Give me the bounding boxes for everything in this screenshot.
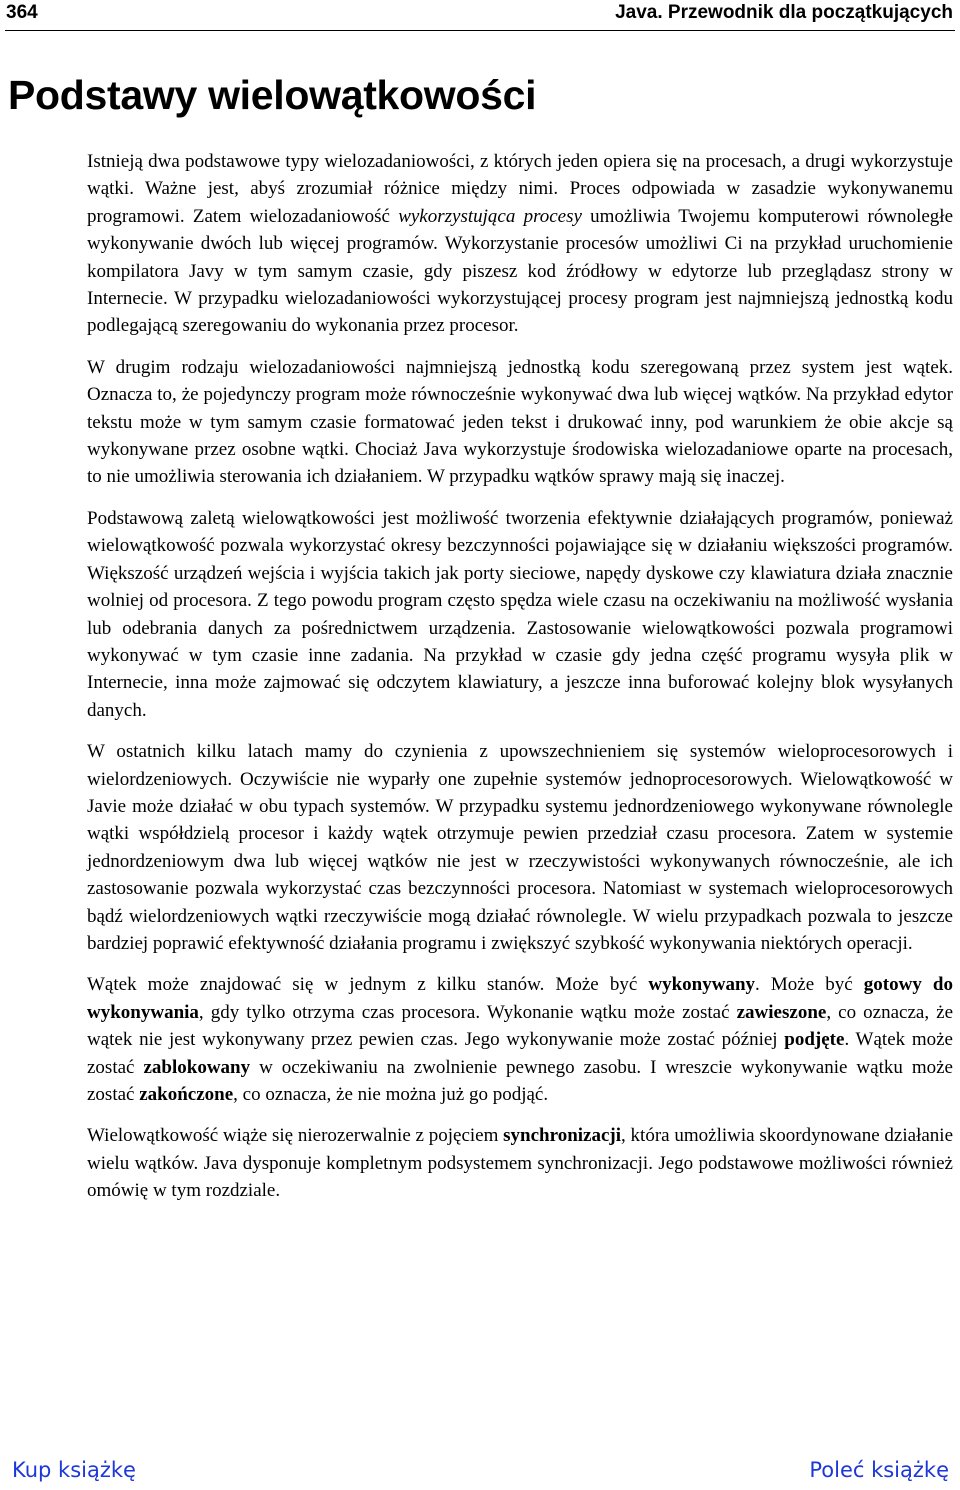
text-run: Wielowątkowość wiąże się nierozerwalnie z pojęciem (87, 1125, 504, 1147)
paragraph-threads: W drugim rodzaju wielozadaniowości najmniejszą jednostką kodu szeregowaną przez system jest wątek. Oznacza to, że pojedynczy program może równocześnie wykonywać dwa lub więcej wątków. Na przykład edytor tekstu może w tym samym czasie formatować jeden tekst i drukować inny, pod warunkiem że obie akcje są wykonywane przez osobne wątki. Chociaż Java wykorzystuje środowiska wielozadaniowe oparte na procesach, to nie umożliwia sterowania ich działaniem. W przypadku wątków sprawy mają się inaczej. (87, 356, 953, 488)
page-number: 364 (6, 2, 38, 23)
paragraph-advantages: Podstawową zaletą wielowątkowości jest możliwość tworzenia efektywnie działających programów, ponieważ wielowątkowość pozwala wykorzystać okresy bezczynności pojawiające się w działaniu większości programów. Większość urządzeń wejścia i wyjścia takich jak porty sieciowe, napędy dyskowe czy klawiatura działa znacznie wolniej od procesora. Z tego powodu program często spędza wiele czasu na oczekiwaniu na możliwość wysłania lub odebrania danych za pośrednictwem urządzenia. Zastosowanie wielowątkowości pozwala programowi wykonywać w tym czasie inne zadania. Na przykład w czasie gdy jedna część programu wysyła plik w Internecie, inna może zajmować się odczytem klawiatury, a jeszcze inna buforować kolejny blok wysyłanych danych. (87, 507, 953, 721)
text-run: , co oznacza, że wątek nie jest wykonywany przez pewien czas. Jego wykonywanie może zostać później (87, 1001, 954, 1051)
page-header (5, 0, 955, 31)
text-run: , co oznacza, że nie można już go podjąć. (233, 1084, 549, 1105)
bold-term: zawieszone (736, 1001, 827, 1023)
recommend-book-link[interactable]: Poleć książkę (809, 1458, 949, 1482)
text-run: , gdy tylko otrzyma czas procesora. Wykonanie wątku może zostać (198, 1001, 737, 1023)
text-run: Wątek może znajdować się w jednym z kilku stanów. Może być (87, 974, 649, 996)
paragraph-multicore: W ostatnich kilku latach mamy do czynienia z upowszechnieniem się systemów wieloprocesorowych i wielordzeniowych. Oczywiście nie wyparły one zupełnie systemów jednoprocesorowych. Wielowątkowość w Javie może działać w obu typach systemów. W przypadku systemu jednordzeniowego wykonywane równolegle wątki współdzielą procesor i każdy wątek otrzymuje pewien przedział czasu procesora. Zatem w systemie jednordzeniowym dwa lub więcej wątków nie jest w rzeczywistości wykonywanych równocześnie, ale ich zastosowanie pozwala wykorzystać czas bezczynności procesora. Natomiast w systemach wieloprocesorowych bądź wielordzeniowych wątki rzeczywiście mogą działać równolegle. W wielu przypadkach pozwala to jeszcze bardziej poprawić efektywność działania programu i zwiększyć szybkość wykonywania niektórych operacji. (87, 741, 953, 954)
text-run: Istnieją dwa podstawowe typy wielozadaniowości, z których jeden opiera się na procesach, a drugi wykorzystuje wątki. Ważne jest, abyś zrozumiał różnice między nimi. Proces odpowiada w zasadzie wykonywanemu programowi. Zatem wielozadaniowość (87, 151, 953, 227)
section-title: Podstawy wielowątkowości (8, 72, 537, 118)
paragraph-synchronization (87, 1122, 953, 1204)
italic-term: wykorzystująca procesy (398, 205, 582, 227)
bold-term: zakończone (139, 1084, 234, 1105)
paragraph-thread-states (87, 971, 953, 1108)
bold-term: synchronizacji (503, 1125, 622, 1147)
text-run: . Może być (755, 974, 864, 996)
bold-term: zablokowany (143, 1056, 251, 1078)
text-run: umożliwia Twojemu komputerowi równoległe wykonywanie dwóch lub więcej programów. Wykorzystanie procesów umożliwi Ci na przykład uruchomienie kompilatora Javy w tym samym czasie, gdy piszesz kod źródłowy w edytorze lub przeglądasz strony w Internecie. W przypadku wielozadaniowości wykorzystującej procesy program jest najmniejszą jednostką kodu podlegającą szeregowaniu do wykonania przez procesor. (87, 205, 954, 337)
body-text (87, 148, 953, 1219)
bold-term: podjęte (784, 1029, 845, 1051)
text-run: , która umożliwia skoordynowane działanie wielu wątków. Java dysponuje kompletnym podsystemem synchronizacji. Jego podstawowe możliwości również omówię w tym rozdziale. (87, 1125, 954, 1202)
book-title: Java. Przewodnik dla początkujących (615, 2, 953, 23)
text-run: . Wątek może zostać (87, 1029, 953, 1078)
bold-term: wykonywany (648, 974, 756, 996)
text-run: w oczekiwaniu na zwolnienie pewnego zasobu. I wreszcie wykonywanie wątku może zostać (87, 1056, 953, 1105)
bold-term: gotowy do wykonywania (87, 974, 953, 1023)
buy-book-link[interactable]: Kup książkę (12, 1458, 136, 1482)
paragraph-processes (87, 148, 953, 340)
